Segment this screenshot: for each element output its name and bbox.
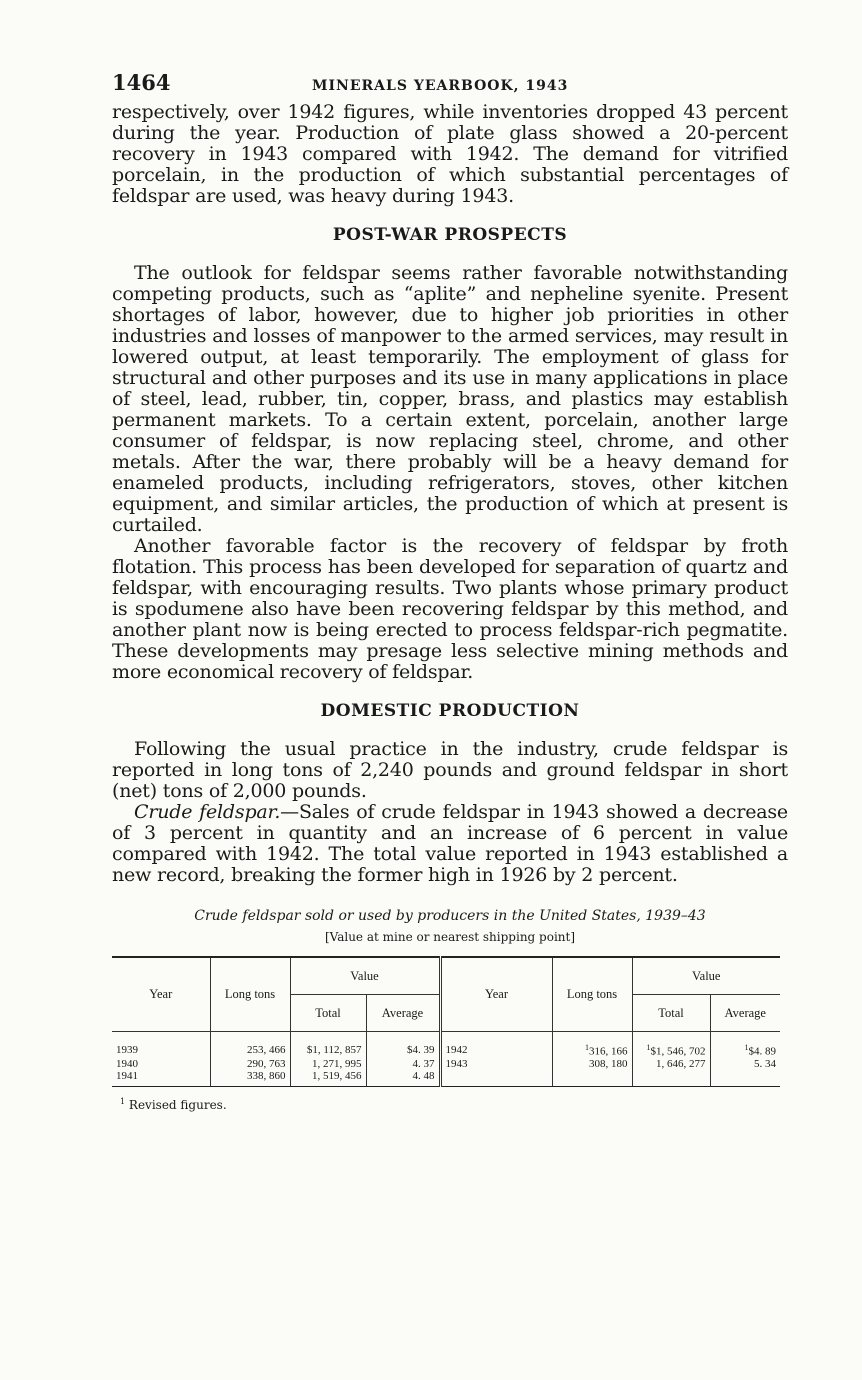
paragraph-crude-feldspar bbox=[112, 802, 788, 886]
empty-cell bbox=[552, 1070, 632, 1087]
header-value-right: Value bbox=[632, 957, 780, 995]
total-cell: 1, 271, 995 bbox=[290, 1058, 366, 1070]
header-value-left: Value bbox=[290, 957, 440, 995]
table-row bbox=[112, 1032, 780, 1058]
crude-feldspar-term: Crude feldspar. bbox=[134, 801, 281, 823]
average-cell: 4. 37 bbox=[366, 1058, 440, 1070]
header-average-right: Average bbox=[710, 995, 780, 1032]
year-cell: 1940 bbox=[116, 1057, 138, 1070]
average-cell: 5. 34 bbox=[710, 1058, 780, 1070]
long-tons-cell: 308, 180 bbox=[552, 1058, 632, 1070]
total-cell: 1, 646, 277 bbox=[632, 1058, 710, 1070]
long-tons-cell: $^1$316, 166 bbox=[552, 1032, 632, 1058]
table-subcaption: [Value at mine or nearest shipping point] bbox=[324, 930, 576, 944]
total-cell: 1, 519, 456 bbox=[290, 1070, 366, 1087]
average-cell: $4. 39 bbox=[366, 1032, 440, 1058]
paragraph-flotation: Another favorable factor is the recovery of feldspar by froth flotation. This process has been developed for separation of quartz and feldspar, with encouraging results. Two plants whose primary product is spodumene also have been recovering feldspar by this method, and another plant now is being erected to process feldspar-rich pegmatite. These developments may presage less selective mining methods and more economical recovery of feldspar. bbox=[112, 535, 788, 683]
running-title: MINERALS YEARBOOK, 1943 bbox=[312, 78, 569, 94]
total-cell: $^1$\$1, 546, 702 bbox=[632, 1032, 710, 1058]
year-cell: 1942 bbox=[440, 1032, 552, 1058]
year-cell: 1943 bbox=[440, 1058, 552, 1070]
header-year-left: Year bbox=[112, 957, 210, 1032]
table-caption: Crude feldspar sold or used by producers in the United States, 1939–43 bbox=[194, 908, 706, 924]
page-number: 1464 bbox=[112, 70, 171, 95]
header-long-tons-right: Long tons bbox=[552, 957, 632, 1032]
header-total-left: Total bbox=[290, 995, 366, 1032]
footnote-mark: 1 bbox=[120, 1096, 126, 1106]
footnote-text: Revised figures. bbox=[128, 1097, 227, 1112]
footnote-mark: 1 bbox=[744, 1043, 749, 1052]
long-tons-cell: 253, 466 bbox=[210, 1032, 290, 1058]
header-total-right: Total bbox=[632, 995, 710, 1032]
crude-feldspar-table bbox=[112, 956, 780, 1087]
empty-cell bbox=[440, 1070, 552, 1087]
empty-cell bbox=[632, 1070, 710, 1087]
paragraph-outlook: The outlook for feldspar seems rather favorable notwithstanding competing products, such as “aplite” and nepheline syenite. Present shortages of labor, however, due to higher job priorities in other industries and losses of manpower to the armed services, may result in lowered output, at least temporarily. The employment of glass for structural and other purposes and its use in many applications in place of steel, lead, rubber, tin, copper, brass, and plastics may establish permanent markets. To a certain extent, porcelain, another large consumer of feldspar, is now replacing steel, chrome, and other metals. After the war, there probably will be a heavy demand for enameled products, including refrigerators, stoves, other kitchen equipment, and similar articles, the production of which at present is curtailed. bbox=[112, 262, 788, 536]
paragraph-continued: respectively, over 1942 figures, while inventories dropped 43 percent during the year. Production of plate glass showed a 20-percent recovery in 1943 compared with 1942. The demand for vitrified porcelain, in the production of which substantial percentages of feldspar are used, was heavy during 1943. bbox=[112, 101, 788, 207]
empty-cell bbox=[710, 1070, 780, 1087]
header-long-tons-left: Long tons bbox=[210, 957, 290, 1032]
year-cell: 1939 bbox=[116, 1043, 138, 1056]
header-year-right: Year bbox=[440, 957, 552, 1032]
long-tons-cell: 290, 763 bbox=[210, 1058, 290, 1070]
average-cell: 4. 48 bbox=[366, 1070, 440, 1087]
document-page bbox=[112, 70, 788, 1112]
footnote-mark: 1 bbox=[585, 1043, 589, 1052]
table-row bbox=[112, 1070, 780, 1087]
section-heading-domestic: DOMESTIC PRODUCTION bbox=[320, 701, 580, 721]
table-row bbox=[112, 1058, 780, 1070]
table-footnote bbox=[112, 1097, 788, 1112]
long-tons-cell: 338, 860 bbox=[210, 1070, 290, 1087]
year-cell: 1941 bbox=[112, 1070, 210, 1087]
paragraph-practice: Following the usual practice in the industry, crude feldspar is reported in long tons of 2,240 pounds and ground feldspar in short (net) tons of 2,000 pounds. bbox=[112, 738, 788, 802]
section-heading-post-war: POST-WAR PROSPECTS bbox=[332, 225, 568, 245]
crude-feldspar-text: —Sales of crude feldspar in 1943 showed a decrease of 3 percent in quantity and an increase of 6 percent in value compared with 1942. The total value reported in 1943 established a new record, breaking the former high in 1926 by 2 percent. bbox=[112, 801, 788, 886]
total-cell: $1, 112, 857 bbox=[290, 1032, 366, 1058]
footnote-mark: 1 bbox=[646, 1043, 651, 1052]
header-average-left: Average bbox=[366, 995, 440, 1032]
running-head bbox=[112, 70, 788, 102]
average-cell: $^1$\$4. 89 bbox=[710, 1032, 780, 1058]
